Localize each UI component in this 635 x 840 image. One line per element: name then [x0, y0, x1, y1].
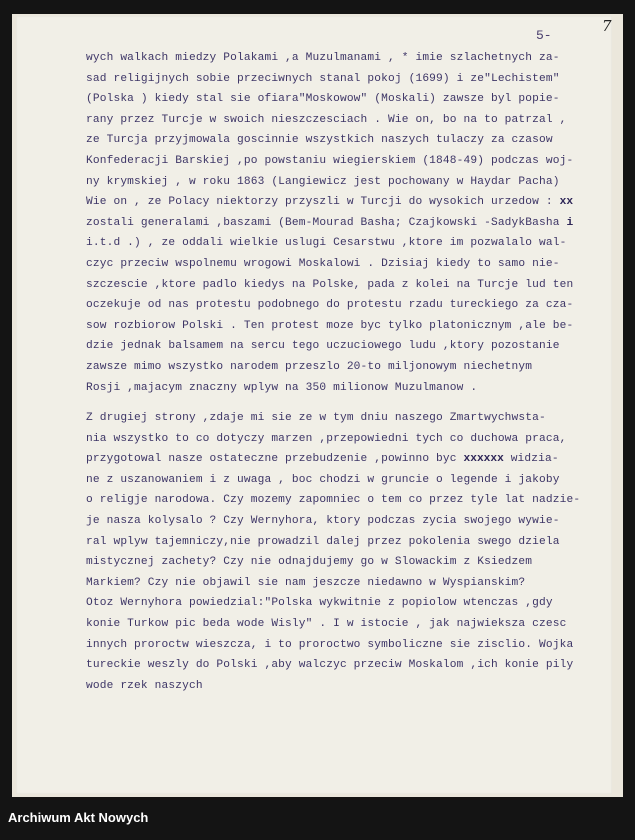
text-line: ny krymskiej , w roku 1863 (Langiewicz jest pochowany w Haydar Pacha) — [86, 175, 560, 188]
text-line: je nasza kolysalo ? Czy Wernyhora, ktory podczas zycia swojego wywie- — [86, 515, 560, 528]
text-line: wych walkach miedzy Polakami ,a Muzulmanami , * imie szlachetnych za- — [86, 52, 560, 64]
archive-footer-label: Archiwum Akt Nowych — [8, 810, 149, 825]
text-line: zawsze mimo wszystko narodem przeszlo 20-to miljonowym niechetnym — [86, 360, 533, 373]
text-line-with-strikeout — [86, 449, 606, 470]
text-line: czyc przeciw wspolnemu wrogowi Moskalowi . Dzisiaj kiedy to samo nie- — [86, 257, 560, 270]
paragraph-gap — [86, 398, 606, 408]
text-line: oczekuje od nas protestu podobnego do protestu rzadu tureckiego za cza- — [86, 299, 574, 312]
text-line: Z drugiej strony ,zdaje mi sie ze w tym dniu naszego Zmartwychwsta- — [86, 412, 546, 425]
text-line: konie Turkow pic beda wode Wisly" . I w istocie , jak najwieksza czesc — [86, 618, 567, 631]
text-segment: Wie on , ze Polacy niektorzy przyszli w Turcji do wysokich urzedow : — [86, 196, 553, 209]
text-line: Markiem? Czy nie objawil sie nam jeszcze niedawno w Wyspianskim? — [86, 576, 526, 589]
struck-out-text: xx — [559, 196, 574, 209]
text-line-with-strikeout — [86, 213, 606, 234]
text-line: Otoz Wernyhora powiedzial:"Polska wykwitnie z popiolow wtenczas ,gdy — [86, 597, 553, 610]
text-line: tureckie weszly do Polski ,aby walczyc przeciw Moskalom ,ich konie pily — [86, 659, 574, 672]
text-segment: przygotowal nasze ostateczne przebudzenie ,powinno byc — [86, 453, 457, 466]
text-line: sow rozbiorow Polski . Ten protest moze byc tylko platonicznym ,ale be- — [86, 319, 574, 332]
text-line: rany przez Turcje w swoich nieszczesciach . Wie on, bo na to patrzal , — [86, 113, 567, 126]
text-line: dzie jednak balsamem na sercu tego uczuciowego ludu ,ktory pozostanie — [86, 340, 560, 353]
text-line: o religje narodowa. Czy mozemy zapomniec o tem co przez tyle lat nadzie- — [86, 494, 581, 507]
page-number: 5- — [536, 28, 552, 43]
text-segment: zostali generalami ,baszami (Bem-Mourad Basha; Czajkowski -SadykBasha — [86, 216, 560, 229]
text-line: szczescie ,ktore padlo kiedys na Polske, pada z kolei na Turcje lud ten — [86, 278, 574, 291]
struck-out-text: xxxxxx — [463, 453, 504, 466]
text-line: ral wplyw tajemniczy,nie prowadzil dalej przez pokolenia swego dziela — [86, 535, 560, 548]
text-line: mistycznej zachety? Czy nie odnajdujemy go w Slowackim z Ksiedzem — [86, 556, 533, 569]
typewritten-text — [86, 48, 606, 696]
text-line: i.t.d .) , ze oddali wielkie uslugi Cesarstwu ,ktore im pozwalalo wal- — [86, 237, 567, 250]
text-line: Rosji ,majacym znaczny wplyw na 350 milionow Muzulmanow . — [86, 381, 478, 394]
archive-folio-number: 7 — [602, 17, 612, 35]
text-line: (Polska ) kiedy stal sie ofiara"Moskowow" (Moskali) zawsze byl popie- — [86, 93, 560, 106]
text-segment: widzia- — [510, 453, 559, 466]
text-line: sad religijnych sobie przeciwnych stanal pokoj (1699) i ze"Lechistem" — [86, 72, 560, 85]
text-line: wode rzek naszych — [86, 679, 203, 692]
text-line: innych proroctw wieszcza, i to proroctwo symboliczne sie zisclio. Wojka — [86, 638, 574, 651]
struck-out-text: i — [566, 216, 574, 229]
text-line: Konfederacji Barskiej ,po powstaniu wiegierskiem (1848-49) podczas woj- — [86, 154, 574, 167]
text-line-with-strikeout — [86, 192, 606, 213]
archive-footer-bar — [0, 798, 635, 840]
text-line: ne z uszanowaniem i z uwaga , boc chodzi w gruncie o legende i jakoby — [86, 473, 560, 486]
text-line: nia wszystko to co dotyczy marzen ,przepowiedni tych co duchowa praca, — [86, 432, 567, 445]
text-line: ze Turcja przyjmowala goscinnie wszystkich naszych tulaczy za czasow — [86, 134, 553, 147]
